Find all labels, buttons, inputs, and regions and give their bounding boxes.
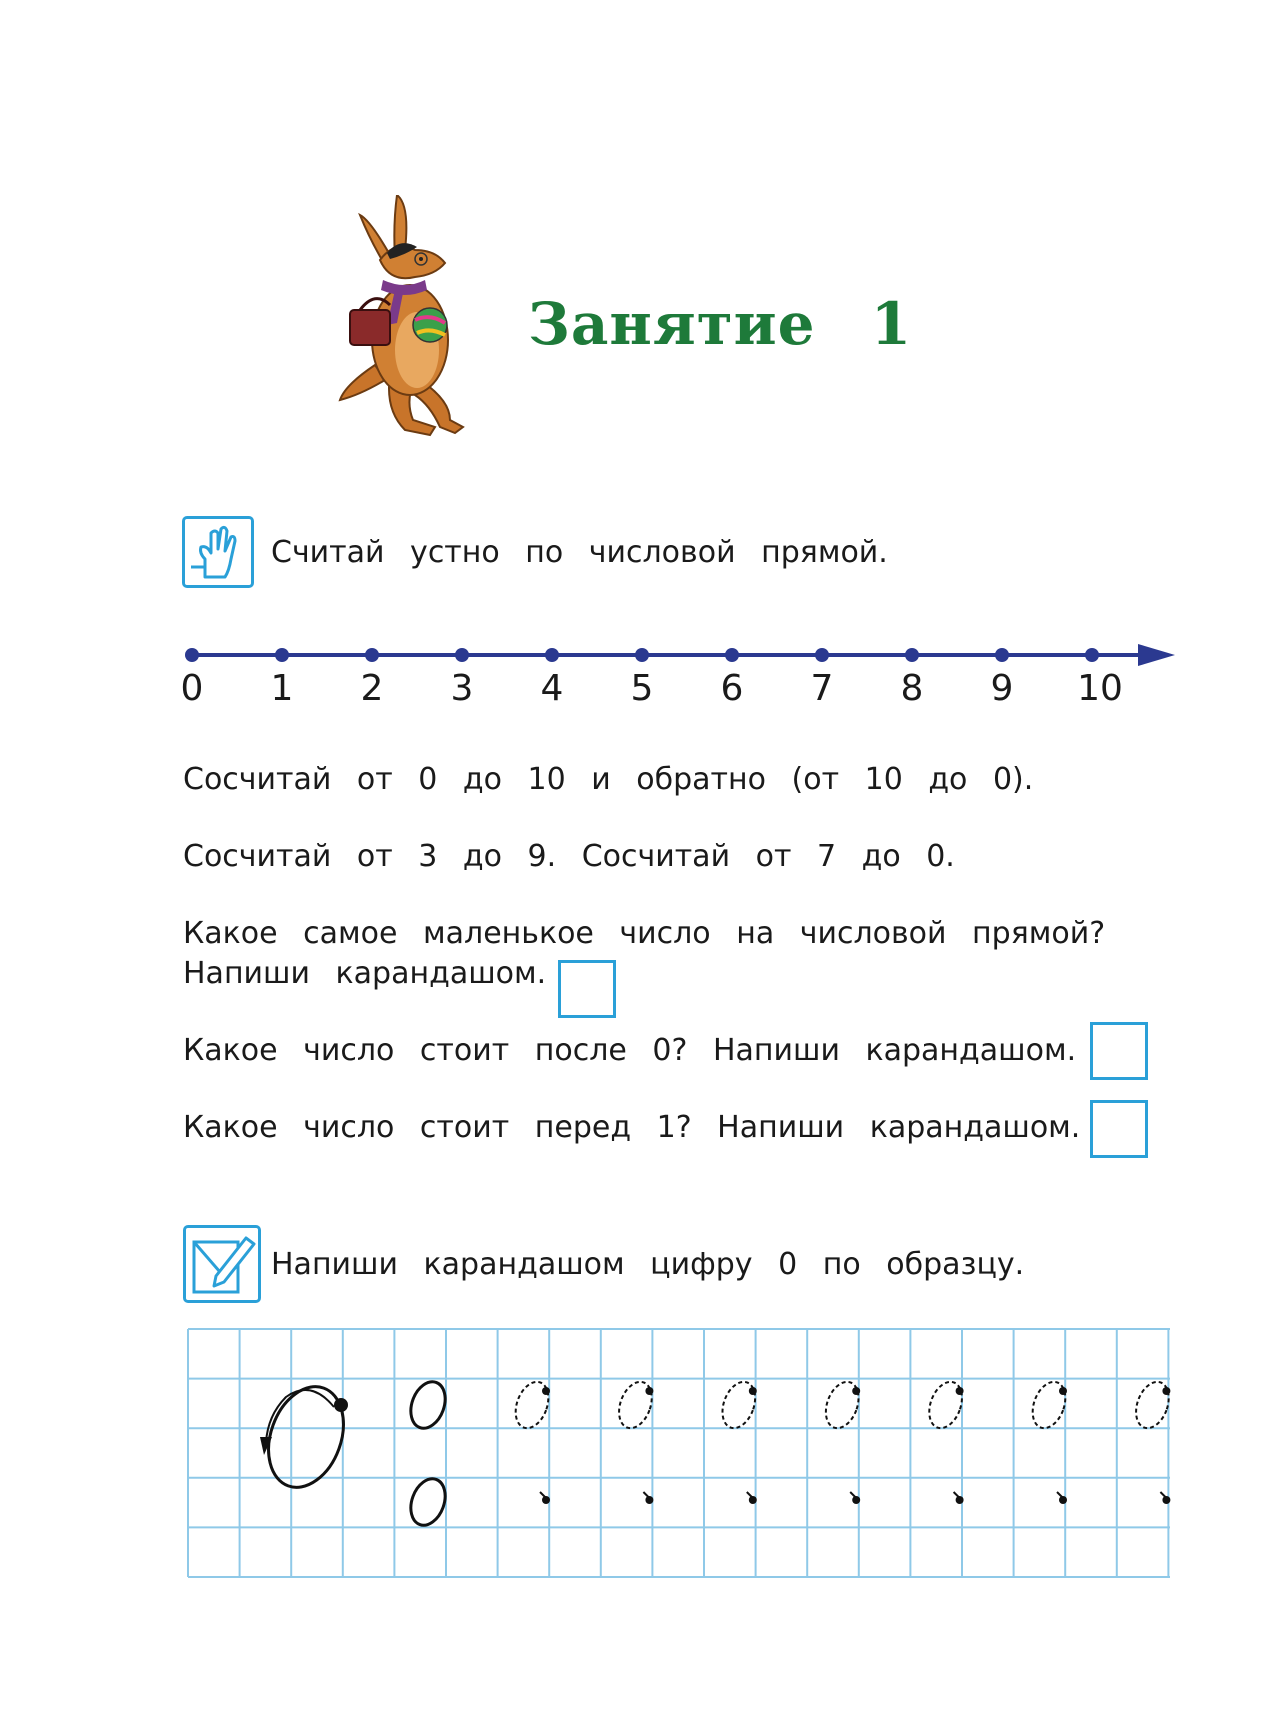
trace-start-dot: [852, 1387, 860, 1395]
start-dot: [852, 1496, 860, 1504]
number-line-label: 7: [810, 668, 834, 709]
trace-start-dot: [956, 1387, 964, 1395]
question-count-0-10: Сосчитай от 0 до 10 и обратно (от 10 до 0).: [183, 762, 1034, 797]
number-line-point-6: [725, 648, 739, 662]
number-line-label: 2: [360, 668, 384, 709]
number-line-label: 6: [720, 668, 744, 709]
kangaroo-mascot: [335, 195, 485, 445]
trace-zero[interactable]: [613, 1377, 658, 1432]
answer-box-smallest[interactable]: [558, 960, 616, 1018]
task2-instruction: Напиши карандашом цифру 0 по образцу.: [271, 1247, 1025, 1282]
number-line-label: 1: [270, 668, 294, 709]
trace-zero[interactable]: [510, 1377, 555, 1432]
number-line-label: 4: [540, 668, 564, 709]
number-line-point-1: [275, 648, 289, 662]
number-line-point-0: [185, 648, 199, 662]
number-line-label: 10: [1077, 668, 1123, 709]
number-line-point-8: [905, 648, 919, 662]
trace-start-dot: [749, 1387, 757, 1395]
number-line-label: 3: [450, 668, 474, 709]
hand-counting-icon: [182, 516, 254, 588]
pencil-writing-icon: [183, 1225, 261, 1303]
trace-start-dot: [542, 1387, 550, 1395]
start-dot: [1059, 1496, 1067, 1504]
trace-zero[interactable]: [1130, 1377, 1172, 1432]
number-line-point-5: [635, 648, 649, 662]
number-line-label: 5: [630, 668, 654, 709]
number-line-point-10: [1085, 648, 1099, 662]
trace-start-dot: [1059, 1387, 1067, 1395]
trace-start-dot: [645, 1387, 653, 1395]
number-line-point-2: [365, 648, 379, 662]
start-dot: [956, 1496, 964, 1504]
start-dot: [542, 1496, 550, 1504]
start-dot: [1162, 1496, 1170, 1504]
sample-zero-large: [255, 1376, 356, 1498]
number-line-label: 8: [900, 668, 924, 709]
question-before-one: Какое число стоит перед 1? Напиши карандашом.: [183, 1110, 1081, 1145]
question-smallest-line1: Какое самое маленькое число на числовой прямой?: [183, 916, 1106, 951]
sample-zero: [405, 1377, 451, 1433]
number-line-label: 0: [180, 668, 204, 709]
writing-grid[interactable]: [186, 1327, 1172, 1579]
number-line-point-7: [815, 648, 829, 662]
task1-instruction: Считай устно по числовой прямой.: [271, 535, 888, 570]
number-line: [180, 635, 1190, 675]
question-after-zero: Какое число стоит после 0? Напиши карандашом.: [183, 1033, 1077, 1068]
start-dot: [645, 1496, 653, 1504]
question-count-3-9: Сосчитай от 3 до 9. Сосчитай от 7 до 0.: [183, 839, 955, 874]
number-line-point-4: [545, 648, 559, 662]
start-dot: [749, 1496, 757, 1504]
number-line-point-3: [455, 648, 469, 662]
trace-start-dot: [1162, 1387, 1170, 1395]
number-line-point-9: [995, 648, 1009, 662]
answer-box-before-one[interactable]: [1090, 1100, 1148, 1158]
number-line-label: 9: [990, 668, 1014, 709]
page-title: Занятие 1: [528, 290, 913, 358]
sample-zero: [405, 1474, 451, 1530]
trace-zero[interactable]: [716, 1377, 761, 1432]
question-smallest-line2: Напиши карандашом.: [183, 956, 547, 991]
answer-box-after-zero[interactable]: [1090, 1022, 1148, 1080]
